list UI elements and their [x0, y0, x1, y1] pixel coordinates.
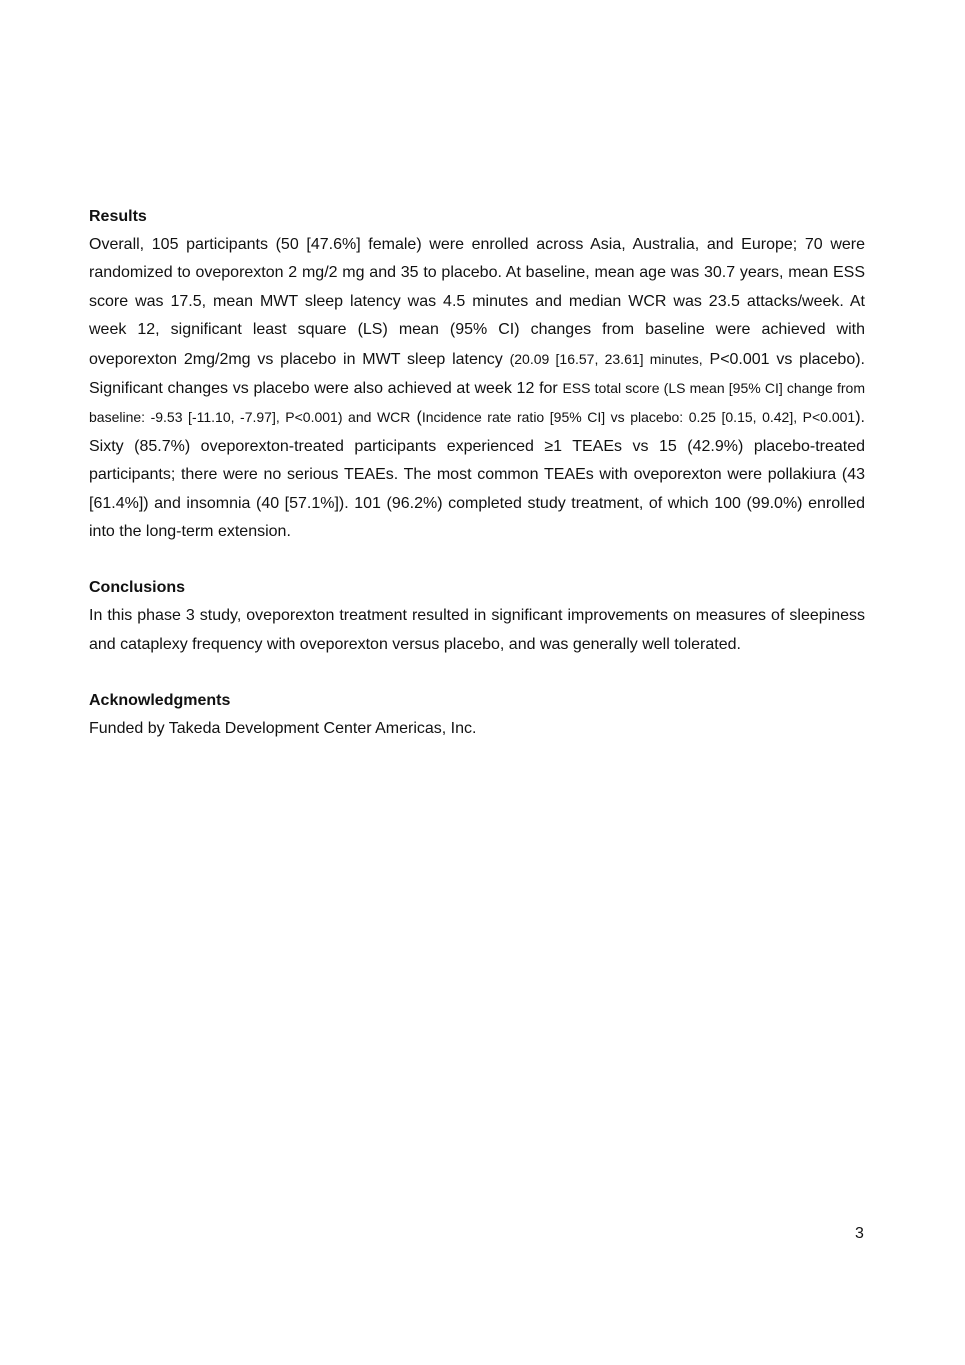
results-text-7: ). Sixty (85.7%) oveporexton-treated participants experienced ≥1 TEAEs vs 15 (42.9%) placebo-treated participants; there were no serious TEAEs. The most common TEAEs with oveporexton were pollakiura (43 [61.4%]) and insomnia (40 [57.1%]). 101 (96.2%) completed study treatment, of which 100 (99.0%) enrolled into the long-term extension. — [89, 409, 865, 541]
page-number: 3 — [855, 1225, 864, 1242]
results-text-1: Overall, 105 participants (50 [47.6%] female) were enrolled across Asia, Australia, and Europe; 70 were randomized to oveporexton 2 mg/2 mg and 35 to placebo. At baseline, mean age was 30.7 years, mean ESS score was 17.5, mean MWT sleep latency was 4.5 minutes and median WCR was 23.5 attacks/week. At week 12, significant least square (LS) mean (95% CI) changes from baseline were achieved with oveporexton 2mg/2mg vs placebo in MWT sleep latency — [89, 236, 865, 368]
acknowledgments-paragraph: Funded by Takeda Development Center Americas, Inc. — [89, 720, 477, 738]
results-text-6: Incidence rate ratio [95% CI] vs placebo: 0.25 [0.15, 0.42], P<0.001 — [421, 409, 856, 426]
results-section — [89, 203, 865, 546]
document-body — [89, 203, 865, 772]
results-text-3: P<0.001 vs placebo). Significant changes vs placebo were also achieved at week 12 for — [89, 350, 866, 398]
results-text-5: ( — [416, 409, 422, 427]
results-text-4: ESS total score (LS mean [95% CI] change from baseline: -9.53 [-11.10, -7.97], P<0.001) and WCR — [89, 380, 865, 426]
conclusions-paragraph: In this phase 3 study, oveporexton treatment resulted in significant improvements on measures of sleepiness and cataplexy frequency with oveporexton versus placebo, and was generally well tolerated. — [89, 607, 865, 653]
results-text-2: (20.09 [16.57, 23.61] minutes, — [509, 350, 703, 367]
acknowledgments-heading: Acknowledgments — [89, 692, 231, 710]
results-heading: Results — [89, 208, 147, 225]
conclusions-heading: Conclusions — [89, 579, 186, 597]
results-paragraph — [89, 231, 865, 546]
acknowledgments-section — [89, 687, 865, 743]
conclusions-section — [89, 574, 865, 659]
